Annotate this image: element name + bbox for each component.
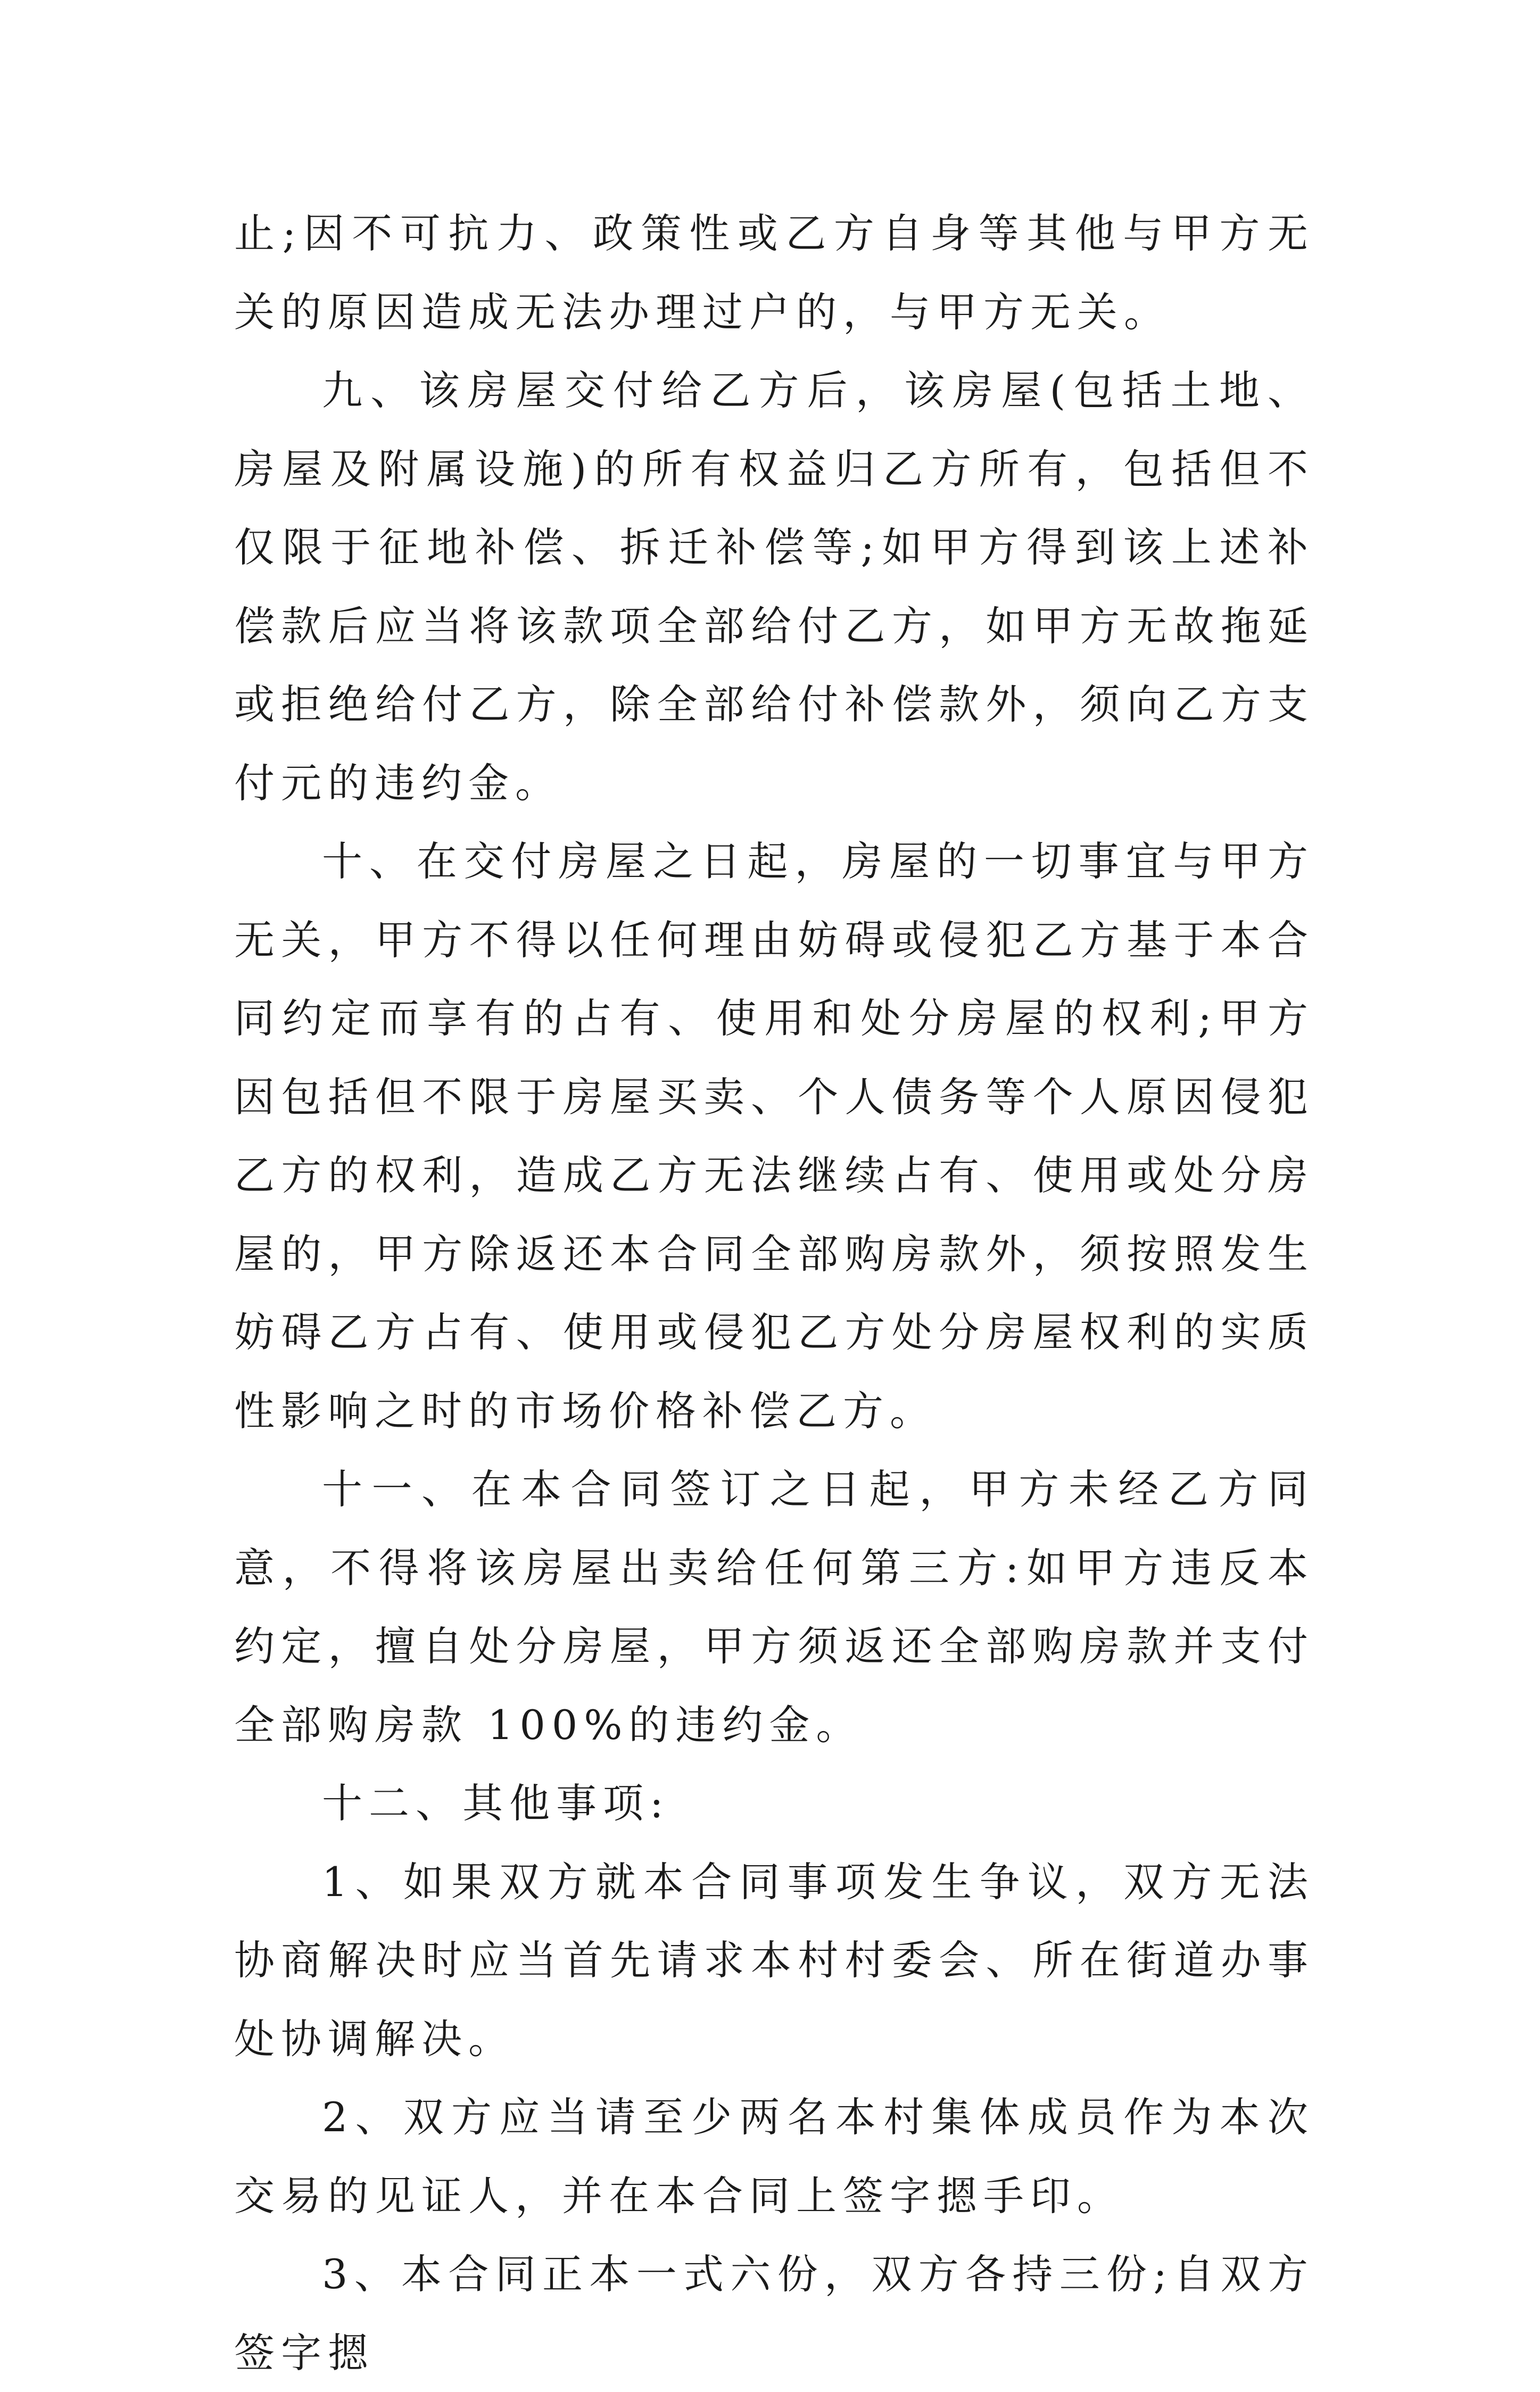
clause-9: 九、该房屋交付给乙方后，该房屋(包括土地、房屋及附属设施)的所有权益归乙方所有，包括但不仅限于征地补偿、拆迁补偿等;如甲方得到该上述补偿款后应当将该款项全部给付乙方，如甲方无故拖延或拒绝给付乙方，除全部给付补偿款外，须向乙方支付元的违约金。 — [234, 367, 1314, 807]
clause-12-item-3: 3、本合同正本一式六份，双方各持三份;自双方签字摁 — [234, 2250, 1314, 2377]
clause-12-heading: 十二、其他事项: — [322, 1779, 670, 1827]
clause-12-item-1: 1、如果双方就本合同事项发生争议，双方无法协商解决时应当首先请求本村村委会、所在街道办事处协调解决。 — [234, 1858, 1314, 2063]
clause-continuation: 止;因不可抗力、政策性或乙方自身等其他与甲方无关的原因造成无法办理过户的，与甲方无关。 — [234, 210, 1314, 336]
clause-12-item-2: 2、双方应当请至少两名本村集体成员作为本次交易的见证人，并在本合同上签字摁手印。 — [234, 2093, 1314, 2220]
clause-11: 十一、在本合同签订之日起，甲方未经乙方同意，不得将该房屋出卖给任何第三方:如甲方违反本约定，擅自处分房屋，甲方须返还全部购房款并支付全部购房款 100%的违约金。 — [234, 1466, 1314, 1749]
contract-body — [234, 194, 1314, 2392]
clause-10: 十、在交付房屋之日起，房屋的一切事宜与甲方无关，甲方不得以任何理由妨碍或侵犯乙方基于本合同约定而享有的占有、使用和处分房屋的权利;甲方因包括但不限于房屋买卖、个人债务等个人原因侵犯乙方的权利，造成乙方无法继续占有、使用或处分房屋的，甲方除返还本合同全部购房款外，须按照发生妨碍乙方占有、使用或侵犯乙方处分房屋权利的实质性影响之时的市场价格补偿乙方。 — [234, 838, 1314, 1435]
